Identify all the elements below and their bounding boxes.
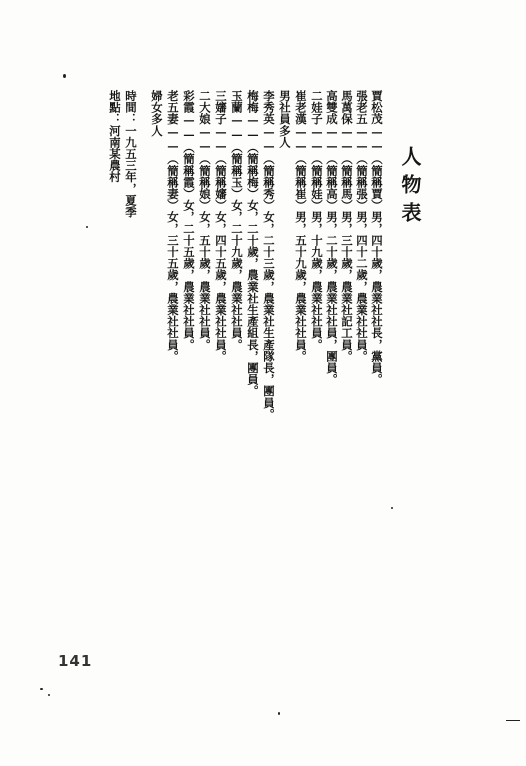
page-number: 141 <box>58 652 93 670</box>
page-title: 人物表 <box>398 146 422 230</box>
character-entry: 馬萬保——（簡稱馬）男，三十歲，農業社記工員。 <box>340 90 354 362</box>
character-entry: 婦女多人 <box>150 90 164 137</box>
character-entry: 張老五——（簡稱張）男，四十二歲，農業社社員。 <box>355 90 369 362</box>
setting-time: 時間：一九五三年，夏季 <box>124 90 138 218</box>
character-entry: 賈松茂——（簡稱賈）男，四十歲，農業社社長，黨員。 <box>370 90 384 386</box>
character-entry: 高雙成——（簡稱高）男，二十歲，農業社社員，團員。 <box>325 90 339 386</box>
character-entry: 彩霞——（簡稱霞）女，二十五歲，農業社社員。 <box>182 90 196 351</box>
character-entry: 老五妻——（簡稱妻）女，三十五歲，農業社社員。 <box>166 90 180 362</box>
character-entry: 梅梅——（簡稱梅）女，二十歲，農業社生產組長，團員。 <box>246 90 260 397</box>
character-entry: 三嬸子——（簡稱嬸）女，四十五歲，農業社社員。 <box>214 90 228 362</box>
character-entry: 李秀英——（簡稱秀）女，二十三歲，農業社生產隊長，團員。 <box>262 90 276 420</box>
character-entry: 男社員多人 <box>278 90 292 148</box>
ink-speck <box>506 720 520 721</box>
character-entry: 崔老漢——（簡稱崔）男，五十九歲，農業社社員。 <box>294 90 308 362</box>
ink-speck <box>48 694 50 696</box>
ink-speck <box>86 226 88 228</box>
setting-place: 地點：河南某農村 <box>108 90 122 183</box>
character-entry: 二娃子——（簡稱娃）男，十九歲，農業社社員。 <box>310 90 324 351</box>
ink-speck <box>391 507 393 509</box>
ink-speck <box>278 712 280 715</box>
character-entry: 玉蘭——（簡稱玉）女，二十九歲，農業社社員。 <box>230 90 244 351</box>
character-entry: 二大娘——（簡稱娘）女，五十歲，農業社社員。 <box>198 90 212 351</box>
ink-speck <box>40 688 43 690</box>
ink-speck <box>63 74 66 78</box>
